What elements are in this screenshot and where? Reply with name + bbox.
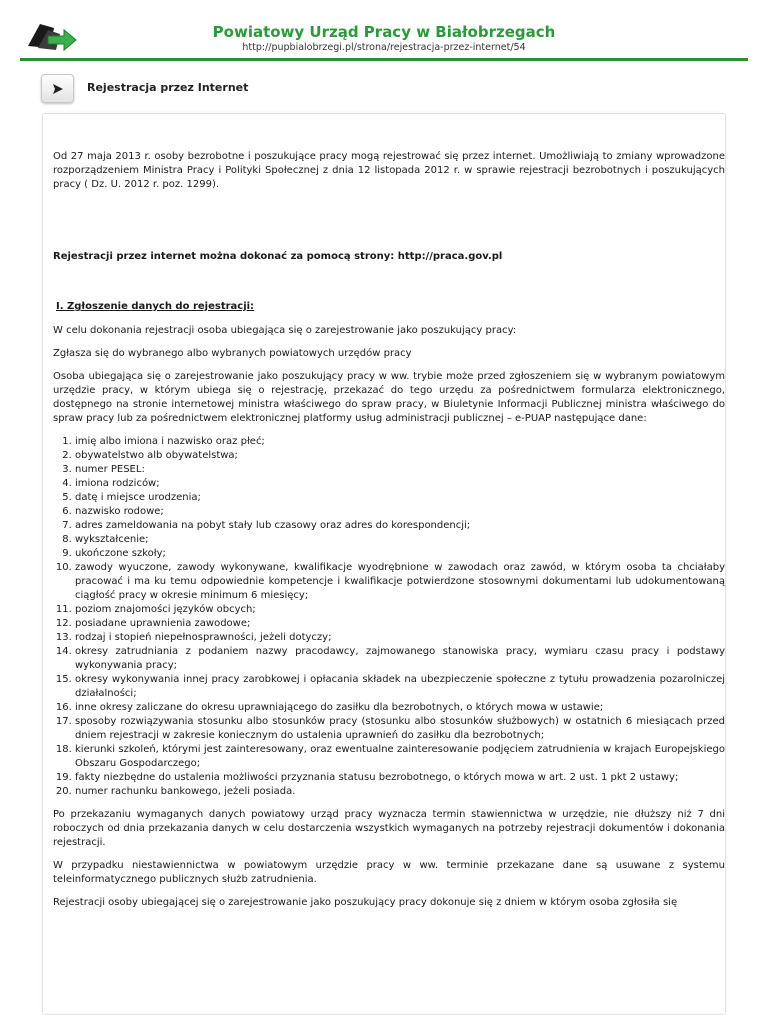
list-item: 3. numer PESEL: [75,463,725,477]
list-item: 15. okresy wykonywania innej pracy zarobkowej i opłacania składek na ubezpieczenie społeczne z tytułu prowadzenia pozarolniczej działalności; [75,673,725,701]
paragraph-4: Po przekazaniu wymaganych danych powiatowy urząd pracy wyznacza termin stawiennictwa w urzędzie, nie dłuższy niż 7 dni roboczych od dnia przekazania danych w celu dostarczenia wszystkich wymaganych na potrzeby rejestracji dokumentów i dokonania rejestracji. [53,809,725,848]
list-item: 5. datę i miejsce urodzenia; [75,491,725,505]
paragraph-2: Zgłasza się do wybranego albo wybranych powiatowych urzędów pracy [53,348,412,359]
list-item: 6. nazwisko rodowe; [75,505,725,519]
list-item: 2. obywatelstwo alb obywatelstwa; [75,449,725,463]
list-item: 20. numer rachunku bankowego, jeżeli posiada. [75,785,725,799]
section-title: I. Zgłoszenie danych do rejestracji: [56,301,255,312]
list-item: 7. adres zameldowania na pobyt stały lub czasowy oraz adres do korespondencji; [75,519,725,533]
list-item: 9. ukończone szkoły; [75,547,725,561]
list-item: 12. posiadane uprawnienia zawodowe; [75,617,725,631]
list-item: 19. fakty niezbędne do ustalenia możliwości przyznania statusu bezrobotnego, o których mowa w art. 2 ust. 1 pkt 2 ustawy; [75,771,725,785]
arrow-right-icon [52,83,64,95]
data-list [53,435,725,799]
paragraph-1: W celu dokonania rejestracji osoba ubiegająca się o zarejestrowanie jako poszukujący pracy: [53,325,517,336]
paragraph-6: Rejestracji osoby ubiegającej się o zarejestrowanie jako poszukujący pracy dokonuje się z dniem w którym osoba zgłosiła się [53,897,678,908]
page-header [0,0,768,62]
list-item: 14. okresy zatrudniania z podaniem nazwy pracodawcy, zajmowanego stanowiska pracy, wymiaru czasu pracy i podstawy wykonywania pracy; [75,645,725,673]
paragraph-3: Osoba ubiegająca się o zarejestrowanie jako poszukujący pracy w ww. trybie może przed zgłoszeniem się w wybranym powiatowym urzędzie pracy, w którym ubiega się o rejestrację, przekazać do tego urzędu za pośrednictwem formularza elektronicznego, dostępnego na stronie internetowej ministra właściwego do spraw pracy, w Biuletynie Informacji Publicznej ministra właściwego do spraw pracy lub za pośrednictwem elektronicznej platformy usług administracji publicznej – e-PUAP następujące dane: [53,371,725,424]
site-title: Powiatowy Urząd Pracy w Białobrzegach [212,23,556,41]
list-item: 11. poziom znajomości języków obcych; [75,603,725,617]
paragraph-5: W przypadku niestawiennictwa w powiatowym urzędzie pracy w ww. terminie przekazane dane są usuwane z systemu teleinformatycznego publicznych służb zatrudnienia. [53,860,725,885]
list-item: 10. zawody wyuczone, zawody wykonywane, kwalifikacje wyodrębnione w zawodach oraz zawód, w którym osoba ta chciałaby pracować i ma ku temu odpowiednie kompetencje i kwalifikacje potwierdzone stosownymi dokumentami lub udokumentowaną ciągłość pracy w okresie minimum 6 miesięcy; [75,561,725,603]
list-item: 18. kierunki szkoleń, którymi jest zainteresowany, oraz ewentualne zainteresowanie podjęciem zatrudnienia w krajach Europejskiego Obszaru Gospodarczego; [75,743,725,771]
list-item: 8. wykształcenie; [75,533,725,547]
arrow-right-button[interactable] [41,74,74,103]
page-title: Rejestracja przez Internet [87,81,249,94]
list-item: 13. rodzaj i stopień niepełnosprawności, jeżeli dotyczy; [75,631,725,645]
intro-paragraph: Od 27 maja 2013 r. osoby bezrobotne i poszukujące pracy mogą rejestrować się przez internet. Umożliwiają to zmiany wprowadzone rozporządzeniem Ministra Pracy i Polityki Społecznej z dnia 12 listopada 2012 r. w sprawie rejestracji bezrobotnych i poszukujących pracy ( Dz. U. 2012 r. poz. 1299). [53,151,725,190]
list-item: 4. imiona rodziców; [75,477,725,491]
article-content [53,150,725,910]
list-item: 16. inne okresy zaliczane do okresu uprawniającego do zasiłku dla bezrobotnych, o których mowa w ustawie; [75,701,725,715]
header-divider [20,58,748,61]
list-item: 17. sposoby rozwiązywania stosunku albo stosunków pracy (stosunku albo stosunków służbowych) w ostatnich 6 miesiącach przed dniem rejestracji w zakresie koniecznym do ustalenia uprawnień do zasiłku dla bezrobotnych; [75,715,725,743]
registration-link[interactable]: Rejestracji przez internet można dokonać za pomocą strony: http://praca.gov.pl [53,251,503,262]
site-url[interactable]: http://pupbialobrzegi.pl/strona/rejestracja-przez-internet/54 [242,42,526,53]
list-item: 1. imię albo imiona i nazwisko oraz płeć; [75,435,725,449]
